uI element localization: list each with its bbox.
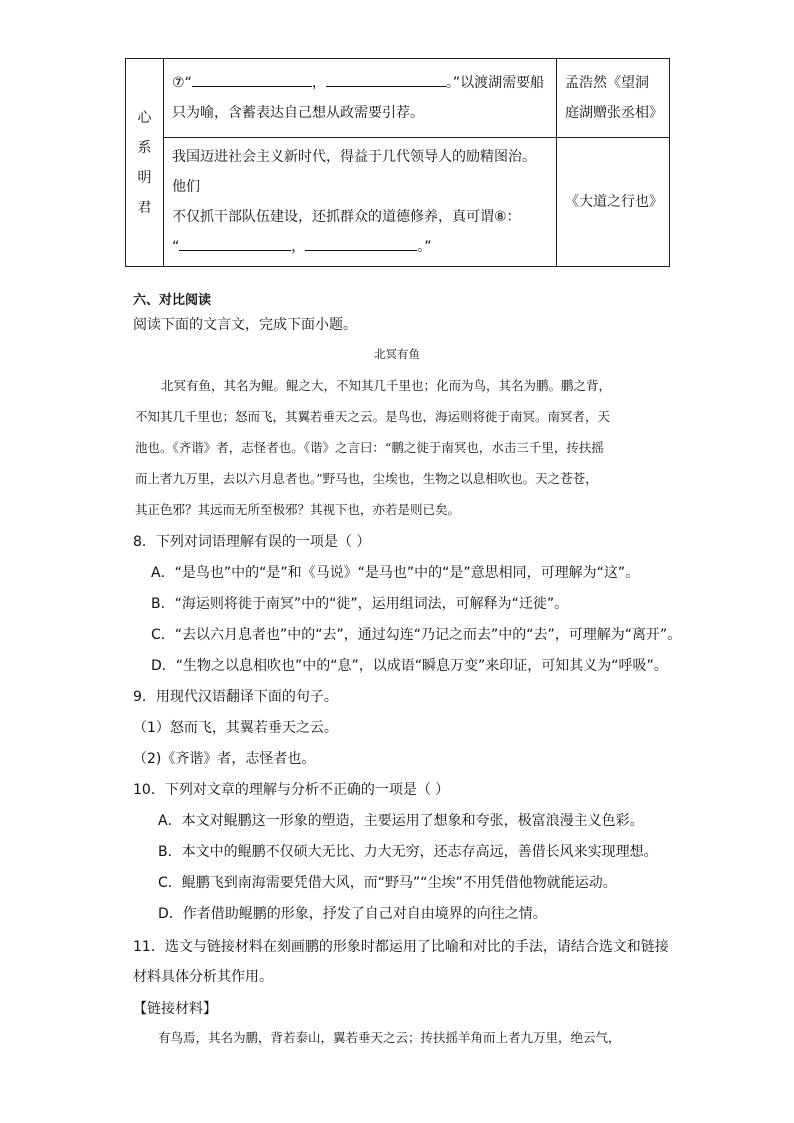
question-9: 9．用现代汉语翻译下面的句子。 [133, 689, 338, 705]
fill-blank[interactable] [179, 236, 291, 251]
comma: ， [291, 239, 306, 255]
open-quote: “ [172, 239, 180, 255]
row1-tail: 。”以渡湖需要船 [445, 75, 545, 91]
q9-item-1: （1）怒而飞，其翼若垂天之云。 [133, 720, 338, 736]
category-char: 心 [137, 109, 152, 126]
row2-line2: 不仅抓干部队伍建设，还抓群众的道德修养，真可谓⑧： [172, 209, 521, 225]
section-title: 六、对比阅读 [133, 293, 212, 308]
source-line: 孟浩然《望洞 [565, 75, 649, 91]
passage-line: 北冥有鱼，其名为鲲。鲲之大，不知其几千里也；化而为鸟，其名为鹏。鹏之背， [161, 378, 612, 393]
q9-item-2: （2)《齐谐》者，志怪者也。 [133, 751, 316, 767]
q10-option-d[interactable]: D．作者借助鲲鹏的形象，抒发了自己对自由境界的向往之情。 [158, 906, 547, 922]
fill-blank[interactable] [326, 72, 446, 87]
passage-line: 不知其几千里也；怒而飞，其翼若垂天之云。是鸟也，海运则将徙于南冥。南冥者，天 [135, 409, 611, 424]
passage [135, 370, 671, 525]
question-11-line2: 材料具体分析其作用。 [133, 969, 273, 985]
category-char: 明 [137, 169, 152, 186]
q8-option-a[interactable]: A．“是鸟也”中的“是”和《马说》“是马也”中的“是”意思相同，可理解为“这”。 [151, 565, 640, 581]
question-11-line1: 11．选文与链接材料在刻画鹏的形象时都运用了比喻和对比的手法，请结合选文和链接 [133, 939, 669, 955]
q10-option-b[interactable]: B．本文中的鲲鹏不仅硕大无比、力大无穷，还志存高远，善借长风来实现理想。 [158, 844, 658, 860]
q8-option-d[interactable]: D．“生物之以息相吹也”中的“息”，以成语“瞬息万变”来印证，可知其义为“呼吸”。 [151, 658, 668, 674]
row2-content [164, 138, 557, 267]
row2-line1: 我国迈进社会主义新时代，得益于几代领导人的励精图治。他们 [172, 149, 536, 195]
row1-content [164, 59, 557, 138]
passage-line: 而上者九万里，去以六月息者也。”野马也，尘埃也，生物之以息相吹也。天之苍苍， [135, 471, 598, 486]
question-8: 8．下列对词语理解有误的一项是（ ） [133, 534, 371, 550]
row1-number: ⑦ [172, 75, 185, 91]
category-char: 君 [137, 199, 152, 216]
category-char: 系 [137, 139, 152, 156]
row2-source [557, 138, 670, 267]
question-10: 10．下列对文章的理解与分析不正确的一项是（ ） [133, 782, 450, 798]
row1-line2: 只为喻，含蓄表达自己想从政需要引荐。 [172, 105, 424, 121]
q10-option-c[interactable]: C．鲲鹏飞到南海需要凭借大风，而“野马”“尘埃”不用凭借他物就能运动。 [158, 875, 617, 891]
passage-line: 其正色邪？其远而无所至极邪？其视下也，亦若是则已矣。 [135, 502, 461, 517]
q8-option-b[interactable]: B．“海运则将徙于南冥”中的“徙”，运用组词法，可解释为“迁徙”。 [151, 596, 569, 612]
section-lead: 阅读下面的文言文，完成下面小题。 [133, 317, 357, 333]
q8-option-c[interactable]: C．“去以六月息者也”中的“去”，通过勾连“乃记之而去”中的“去”，可理解为“离开”。 [151, 627, 682, 643]
passage-title: 北冥有鱼 [374, 347, 420, 361]
open-quote: “ [184, 75, 192, 91]
category-cell [126, 59, 164, 267]
fill-blank[interactable] [305, 236, 417, 251]
source-line: 《大道之行也》 [565, 194, 663, 210]
passage-line: 池也。《齐谐》者，志怪者也。《谐》之言曰：“鹏之徙于南冥也，水击三千里，抟扶摇 [135, 440, 604, 455]
q10-option-a[interactable]: A．本文对鲲鹏这一形象的塑造，主要运用了想象和夸张，极富浪漫主义色彩。 [158, 813, 644, 829]
link-material-text: 有鸟焉，其名为鹏，背若泰山，翼若垂天之云；抟扶摇羊角而上者九万里，绝云气， [158, 1030, 621, 1045]
comma: ， [311, 75, 326, 91]
row1-source [557, 59, 670, 138]
quote-table [125, 58, 670, 267]
close-quote: 。” [417, 239, 432, 255]
fill-blank[interactable] [192, 72, 312, 87]
source-line: 庭湖赠张丞相》 [565, 105, 663, 121]
link-material-header: 【链接材料】 [133, 1001, 217, 1017]
